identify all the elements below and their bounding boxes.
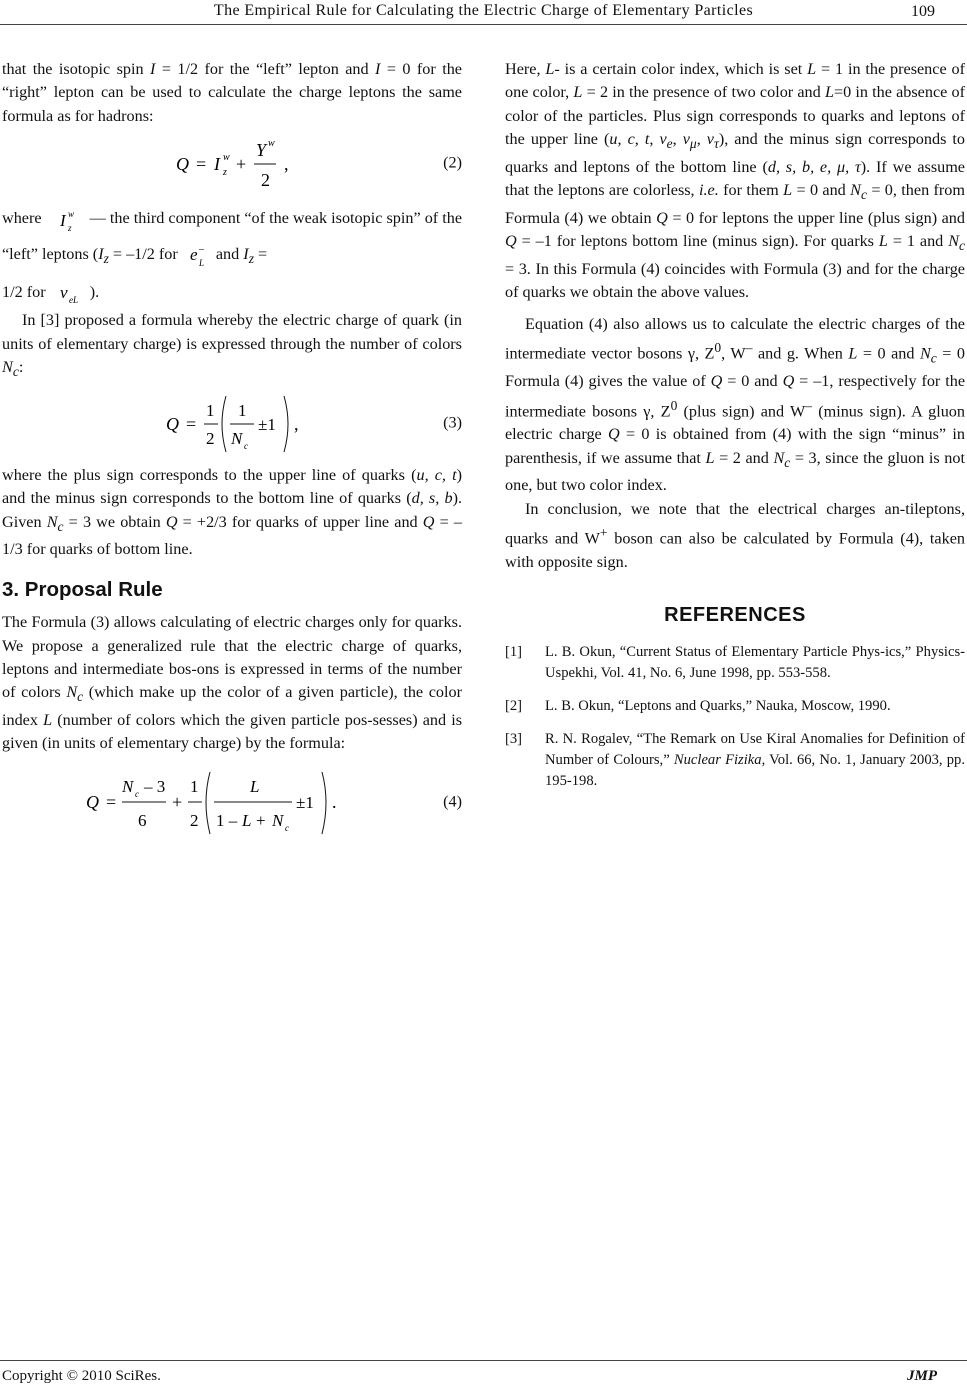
svg-text:I: I xyxy=(214,154,220,175)
copyright-notice: Copyright © 2010 SciRes. xyxy=(2,1368,161,1384)
svg-text:=: = xyxy=(196,154,207,175)
equation-number: (2) xyxy=(443,153,462,172)
svg-text:6: 6 xyxy=(138,810,147,830)
svg-text:Q: Q xyxy=(166,413,179,434)
svg-text:e: e xyxy=(189,244,198,264)
svg-text:1 –: 1 – xyxy=(216,810,238,830)
svg-text:ν: ν xyxy=(59,282,68,302)
svg-text:+: + xyxy=(236,154,247,175)
svg-text:Q: Q xyxy=(86,791,99,812)
reference-item: [1] L. B. Okun, “Current Status of Elementary Particle Phys-ics,” Physics-Uspekhi, Vol. 41, No. 6, June 1998, pp. 553-558. xyxy=(505,643,965,681)
equation-4 xyxy=(2,764,462,840)
svg-text:1: 1 xyxy=(238,400,247,420)
reference-item: [2] L. B. Okun, “Leptons and Quarks,” Nauka, Moscow, 1990. xyxy=(505,697,891,714)
svg-text:c: c xyxy=(135,788,139,799)
reference-item: [3] R. N. Rogalev, “The Remark on Use Kiral Anomalies for Definition of Number of Colours,” Nuclear Fizika, Vol. 66, No. 1, January 2003, pp. 195-198. xyxy=(505,730,965,789)
svg-text:Y: Y xyxy=(256,140,267,161)
svg-text:±1: ±1 xyxy=(258,414,276,434)
equation-number: (3) xyxy=(443,413,462,432)
running-header-title: The Empirical Rule for Calculating the Electric Charge of Elementary Particles xyxy=(213,2,754,19)
svg-text:c: c xyxy=(244,440,248,451)
left-column xyxy=(2,58,462,844)
journal-abbrev: JMP xyxy=(907,1368,937,1384)
footer-rule xyxy=(0,1360,967,1361)
symbol-Iz-w xyxy=(46,206,86,234)
svg-text:I: I xyxy=(59,210,66,230)
paragraph: where I w z — the third component “of the weak isotopic spin” of the “left” leptons ($I_z = -1/2$ for e – L and $I_z$ = xyxy=(2,200,462,277)
svg-text:N: N xyxy=(272,810,284,830)
formula-3 xyxy=(162,388,462,458)
svg-text:–: – xyxy=(198,243,204,255)
paragraph: Here, L- is a certain color index, which is set L = 1 in the presence of one color, L = 2 in the presence of two color and L=0 in the absence of color of the particles. Plus sign corresponds to quarks and leptons of the upper line (u, c, t, $\nu_e$, $\nu_\mu$, $\nu_\tau$), and the minus sign corresponds to quarks and leptons of the bottom line (d, s, b, e, μ, τ). If we assume that the leptons are colorless, i.e. for them L = 0 and $N_c = 0$, then from Formula (4) we obtain Q = 0 for leptons the upper line (plus sign) and Q = –1 for leptons bottom line (minus sign). For quarks L = 1 and $N_c = 3$. In this Formula (4) coincides with Formula (3) and for the charge of quarks we obtain the above values. xyxy=(505,60,966,302)
right-column xyxy=(505,58,965,804)
equation-2 xyxy=(2,132,462,194)
svg-text:2: 2 xyxy=(206,428,215,448)
symbol-eL-minus xyxy=(182,242,212,270)
svg-text:N: N xyxy=(231,428,243,448)
svg-text:.: . xyxy=(332,791,337,812)
equation-number: (4) xyxy=(443,792,462,811)
paragraph: Equation (4) also allows us to calculate the electric charges of the intermediate vector bosons γ, $Z^0$, W– and g. When L = 0 and $N_c = 0$ Formula (4) gives the value of Q = 0 and Q = –1, respectively for the intermediate bosons γ, $Z^0$ (plus sign) and W– (minus sign). A gluon electric charge Q = 0 is obtained from (4) with the sign “minus” in parenthesis, if we assume that L = 2 and $N_c = 3$, since the gluon is not one, but two color index. xyxy=(505,314,965,495)
svg-text:w: w xyxy=(268,138,275,150)
paragraph: In conclusion, we note that the electrical charges an-tileptons, quarks and W+ boson can also be calculated by Formula (4), taken with opposite sign. xyxy=(505,499,965,572)
paragraph: where the plus sign corresponds to the upper line of quarks (u, c, t) and the minus sign corresponds to the bottom line of quarks (d, s, b). Given $N_c = 3$ we obtain Q = +2/3 for quarks of upper line and Q = –1/3 for quarks of bottom line. xyxy=(2,465,462,559)
svg-text:2: 2 xyxy=(190,810,199,830)
svg-text:eL: eL xyxy=(68,294,78,305)
svg-text:w: w xyxy=(223,152,230,164)
svg-text:±1: ±1 xyxy=(296,792,314,812)
svg-text:2: 2 xyxy=(261,170,270,191)
svg-text:=: = xyxy=(186,413,197,434)
svg-text:L: L xyxy=(198,257,204,268)
svg-text:L: L xyxy=(242,810,252,830)
paragraph: that the isotopic spin I = 1/2 for the “left” lepton and I = 0 for the “right” lepton can be used to calculate the charge leptons the same formula as for hadrons: xyxy=(2,60,462,125)
references-heading: REFERENCES xyxy=(664,604,806,627)
svg-text:N: N xyxy=(122,776,134,796)
svg-text:+: + xyxy=(172,791,183,812)
symbol-nu-eL xyxy=(50,282,86,306)
formula-2 xyxy=(172,132,472,194)
svg-text:+: + xyxy=(256,810,266,830)
svg-text:z: z xyxy=(223,167,227,179)
header-rule xyxy=(0,24,967,25)
equation-3 xyxy=(2,388,462,458)
svg-text:– 3: – 3 xyxy=(144,776,166,796)
svg-text:,: , xyxy=(294,413,299,434)
paragraph: 1/2 for ν eL ). xyxy=(2,282,100,305)
svg-text:1: 1 xyxy=(206,400,215,420)
svg-text:,: , xyxy=(284,154,289,175)
paragraph: The Formula (3) allows calculating of electric charges only for quarks. We propose a generalized rule that the electric charge of quarks, leptons and intermediate bos-ons is expressed in terms of the number of colors $N_c$ (which make up the color of a given particle), the color index L (number of colors which the given particle pos-sesses) and is given (in units of elementary charge) by the formula: xyxy=(2,613,463,753)
section-heading: 3. Proposal Rule xyxy=(2,577,163,601)
page-number: 109 xyxy=(911,3,935,20)
formula-4 xyxy=(82,764,402,840)
svg-text:=: = xyxy=(106,791,117,812)
svg-text:Q: Q xyxy=(176,154,189,175)
svg-text:1: 1 xyxy=(190,776,199,796)
svg-text:L: L xyxy=(250,776,260,796)
paragraph: In [3] proposed a formula whereby the electric charge of quark (in units of elementary charge) is expressed through the number of colors $N_c$: xyxy=(2,311,462,380)
svg-text:z: z xyxy=(67,222,72,233)
svg-text:c: c xyxy=(285,822,289,833)
svg-text:w: w xyxy=(67,208,74,219)
